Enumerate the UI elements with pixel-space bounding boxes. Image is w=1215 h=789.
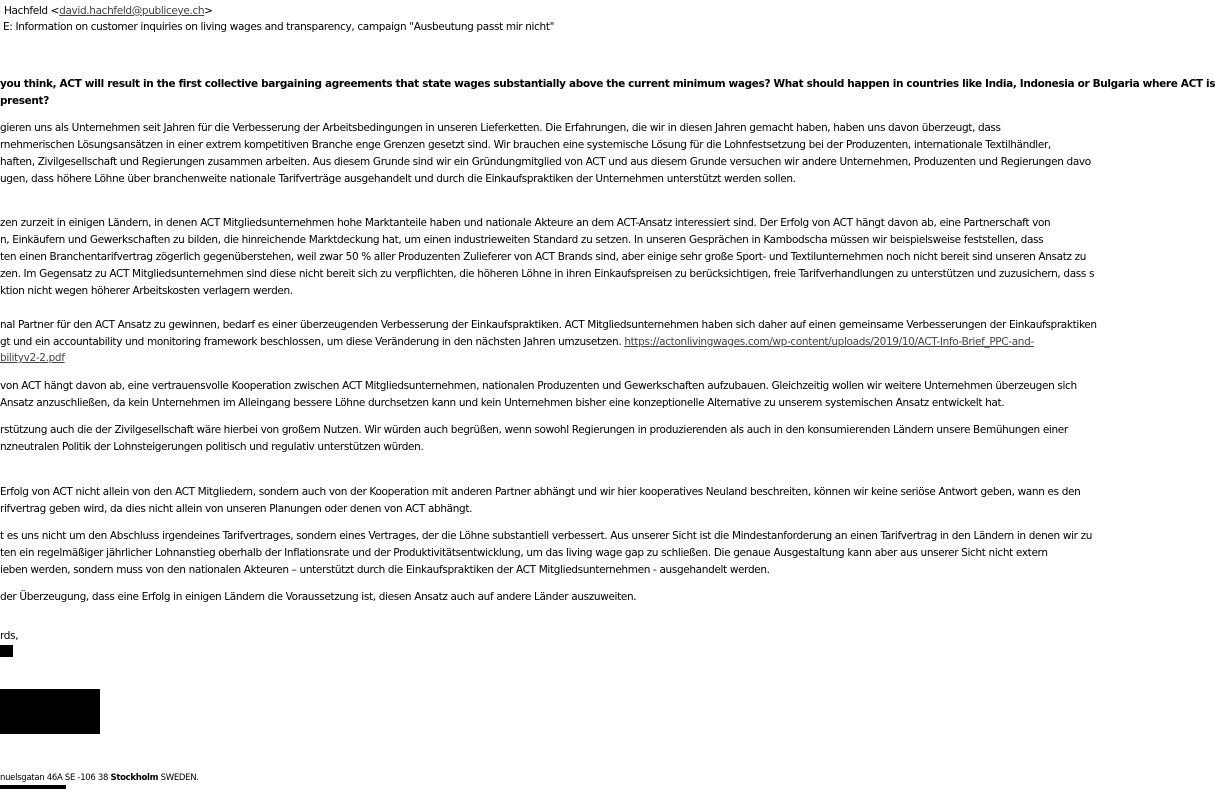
body-line: ten ein regelmäßiger jährlicher Lohnanstieg oberhalb der Inflationsrate und der Produktivitätsentwicklung, um das living wage gap zu schließen. Die genaue Ausgestaltung kann aber aus unserer Sicht nicht extern: [0, 547, 1048, 559]
closing-line: rds,: [0, 630, 19, 642]
body-line: ieben werden, sondern muss von den nationalen Akteuren – unterstützt durch die Einkaufspraktiken der ACT Mitgliedsunternehmen - ausgehandelt werden.: [0, 564, 770, 576]
body-line: Erfolg von ACT nicht allein von den ACT Mitgliedern, sondern auch von der Kooperation mit anderen Partner abhängt und wir hier kooperatives Neuland beschreiten, können wir keine seriöse Antwort geben, wann es den: [0, 486, 1081, 498]
body-line: der Überzeugung, dass eine Erfolg in einigen Ländern die Voraussetzung ist, diesen Ansatz auch auf andere Länder auszuweiten.: [0, 591, 637, 603]
from-email-link[interactable]: david.hachfeld@publiceye.ch: [59, 5, 205, 17]
act-info-brief-link[interactable]: https://actonlivingwages.com/wp-content/uploads/2019/10/ACT-Info-Brief_PPC-and-: [624, 336, 1034, 348]
body-text: gt und ein accountability und monitoring framework beschlossen, um diese Veränderung in den nächsten Jahren umzusetzen.: [0, 336, 625, 348]
body-line: rifvertrag geben wird, da dies nicht allein von unseren Planungen oder denen von ACT abhängt.: [0, 503, 473, 515]
from-line: [4, 4, 213, 18]
body-line: n, Einkäufern und Gewerkschaften zu bilden, die hinreichende Marktdeckung hat, um einen industrieweiten Standard zu setzen. In unseren Gesprächen in Kambodscha müssen wir beispielsweise feststellen, dass: [0, 234, 1044, 246]
body-line-with-link: [0, 335, 1034, 349]
body-line: t es uns nicht um den Abschluss irgendeines Tarifvertrages, sondern eines Vertrages, der die Löhne substantiell verbessert. Aus unserer Sicht ist die Mindestanforderung an einen Tarifvertrag in den Ländern in denen wir zu: [0, 530, 1093, 542]
footer-city: Stockholm: [110, 773, 159, 783]
redacted-signature-block: [0, 689, 100, 734]
footer-country: SWEDEN.: [158, 773, 199, 783]
body-line: von ACT hängt davon ab, eine vertrauensvolle Kooperation zwischen ACT Mitgliedsunternehmen, nationalen Produzenten und Gewerkschaften aufzubauen. Gleichzeitig wollen wir weitere Unternehmen überzeugen sich: [0, 380, 1077, 392]
body-line: nzneutralen Politik der Lohnsteigerungen politisch und regulativ unterstützen würden.: [0, 441, 424, 453]
body-line: haften, Zivilgesellschaft und Regierungen zusammen arbeiten. Aus diesem Grunde sind wir ein Gründungmitglied von ACT und aus diesem Grunde versuchen wir andere Unternehmen, Produzenten und Regierungen davo: [0, 156, 1091, 168]
from-suffix: >: [204, 5, 213, 17]
redacted-name-block: [0, 645, 13, 657]
redacted-footer-block: [0, 785, 66, 789]
body-line: Ansatz anzuschließen, da kein Unternehmen im Alleingang bessere Löhne durchsetzen kann und kein Unternehmen bisher eine konzeptionelle Alternative zu unserem systemischen Ansatz entwickelt hat.: [0, 397, 1005, 409]
body-line-link: [0, 351, 65, 365]
question-line: you think, ACT will result in the first collective bargaining agreements that state wages substantially above the current minimum wages? What should happen in countries like India, Indonesia or Bulgaria where ACT is: [0, 78, 1215, 90]
body-line: rnehmerischen Lösungsansätzen in einer extrem kompetitiven Branche enge Grenzen gesetzt sind. Wir brauchen eine systemische Lösung für die Lohnfestsetzung bei der Produzenten, internationale Textilhändler,: [0, 139, 1051, 151]
body-line: ugen, dass höhere Löhne über branchenweite nationale Tarifverträge ausgehandelt und durch die Einkaufspraktiken der Unternehmen unterstützt werden sollen.: [0, 173, 796, 185]
from-prefix: Hachfeld <: [4, 5, 60, 17]
question-line: present?: [0, 95, 49, 107]
footer-address: [0, 773, 199, 783]
body-line: gieren uns als Unternehmen seit Jahren für die Verbesserung der Arbeitsbedingungen in unseren Lieferketten. Die Erfahrungen, die wir in diesen Jahren gemacht haben, haben uns davon überzeugt, dass: [0, 122, 1001, 134]
body-line: zen. Im Gegensatz zu ACT Mitgliedsunternehmen sind diese nicht bereit sich zu verpflichten, die höheren Löhne in ihren Einkaufspreisen zu berücksichtigen, freie Tarifverhandlungen zu unterstützen und zuzusichern, dass s: [0, 268, 1095, 280]
body-line: rstützung auch die der Zivilgesellschaft wäre hierbei von großem Nutzen. Wir würden auch begrüßen, wenn sowohl Regierungen in produzierenden als auch in den konsumierenden Ländern unsere Bemühungen einer: [0, 424, 1068, 436]
body-line: ten einen Branchentarifvertrag zögerlich gegenüberstehen, weil zwar 50 % aller Produzenten Zulieferer von ACT Brands sind, aber einige sehr große Sport- und Textilunternehmen noch nicht bereit sind unseren Ansatz zu: [0, 251, 1087, 263]
body-line: zen zurzeit in einigen Ländern, in denen ACT Mitgliedsunternehmen hohe Marktanteile haben und nationale Akteure an dem ACT-Ansatz interessiert sind. Der Erfolg von ACT hängt davon ab, eine Partnerschaft von: [0, 217, 1051, 229]
act-info-brief-link-continued[interactable]: bilityv2-2.pdf: [0, 352, 65, 364]
body-line: ktion nicht wegen höherer Arbeitskosten verlagern werden.: [0, 285, 293, 297]
subject-line: E: Information on customer inquiries on living wages and transparency, campaign "Ausbeutung passt mir nicht": [3, 21, 555, 33]
body-line: nal Partner für den ACT Ansatz zu gewinnen, bedarf es einer überzeugenden Verbesserung der Einkaufspraktiken. ACT Mitgliedsunternehmen haben sich daher auf einen gemeinsame Verbesserungen der Einkaufspraktiken: [0, 319, 1097, 331]
footer-street: nuelsgatan 46A SE -106 38: [0, 773, 111, 783]
